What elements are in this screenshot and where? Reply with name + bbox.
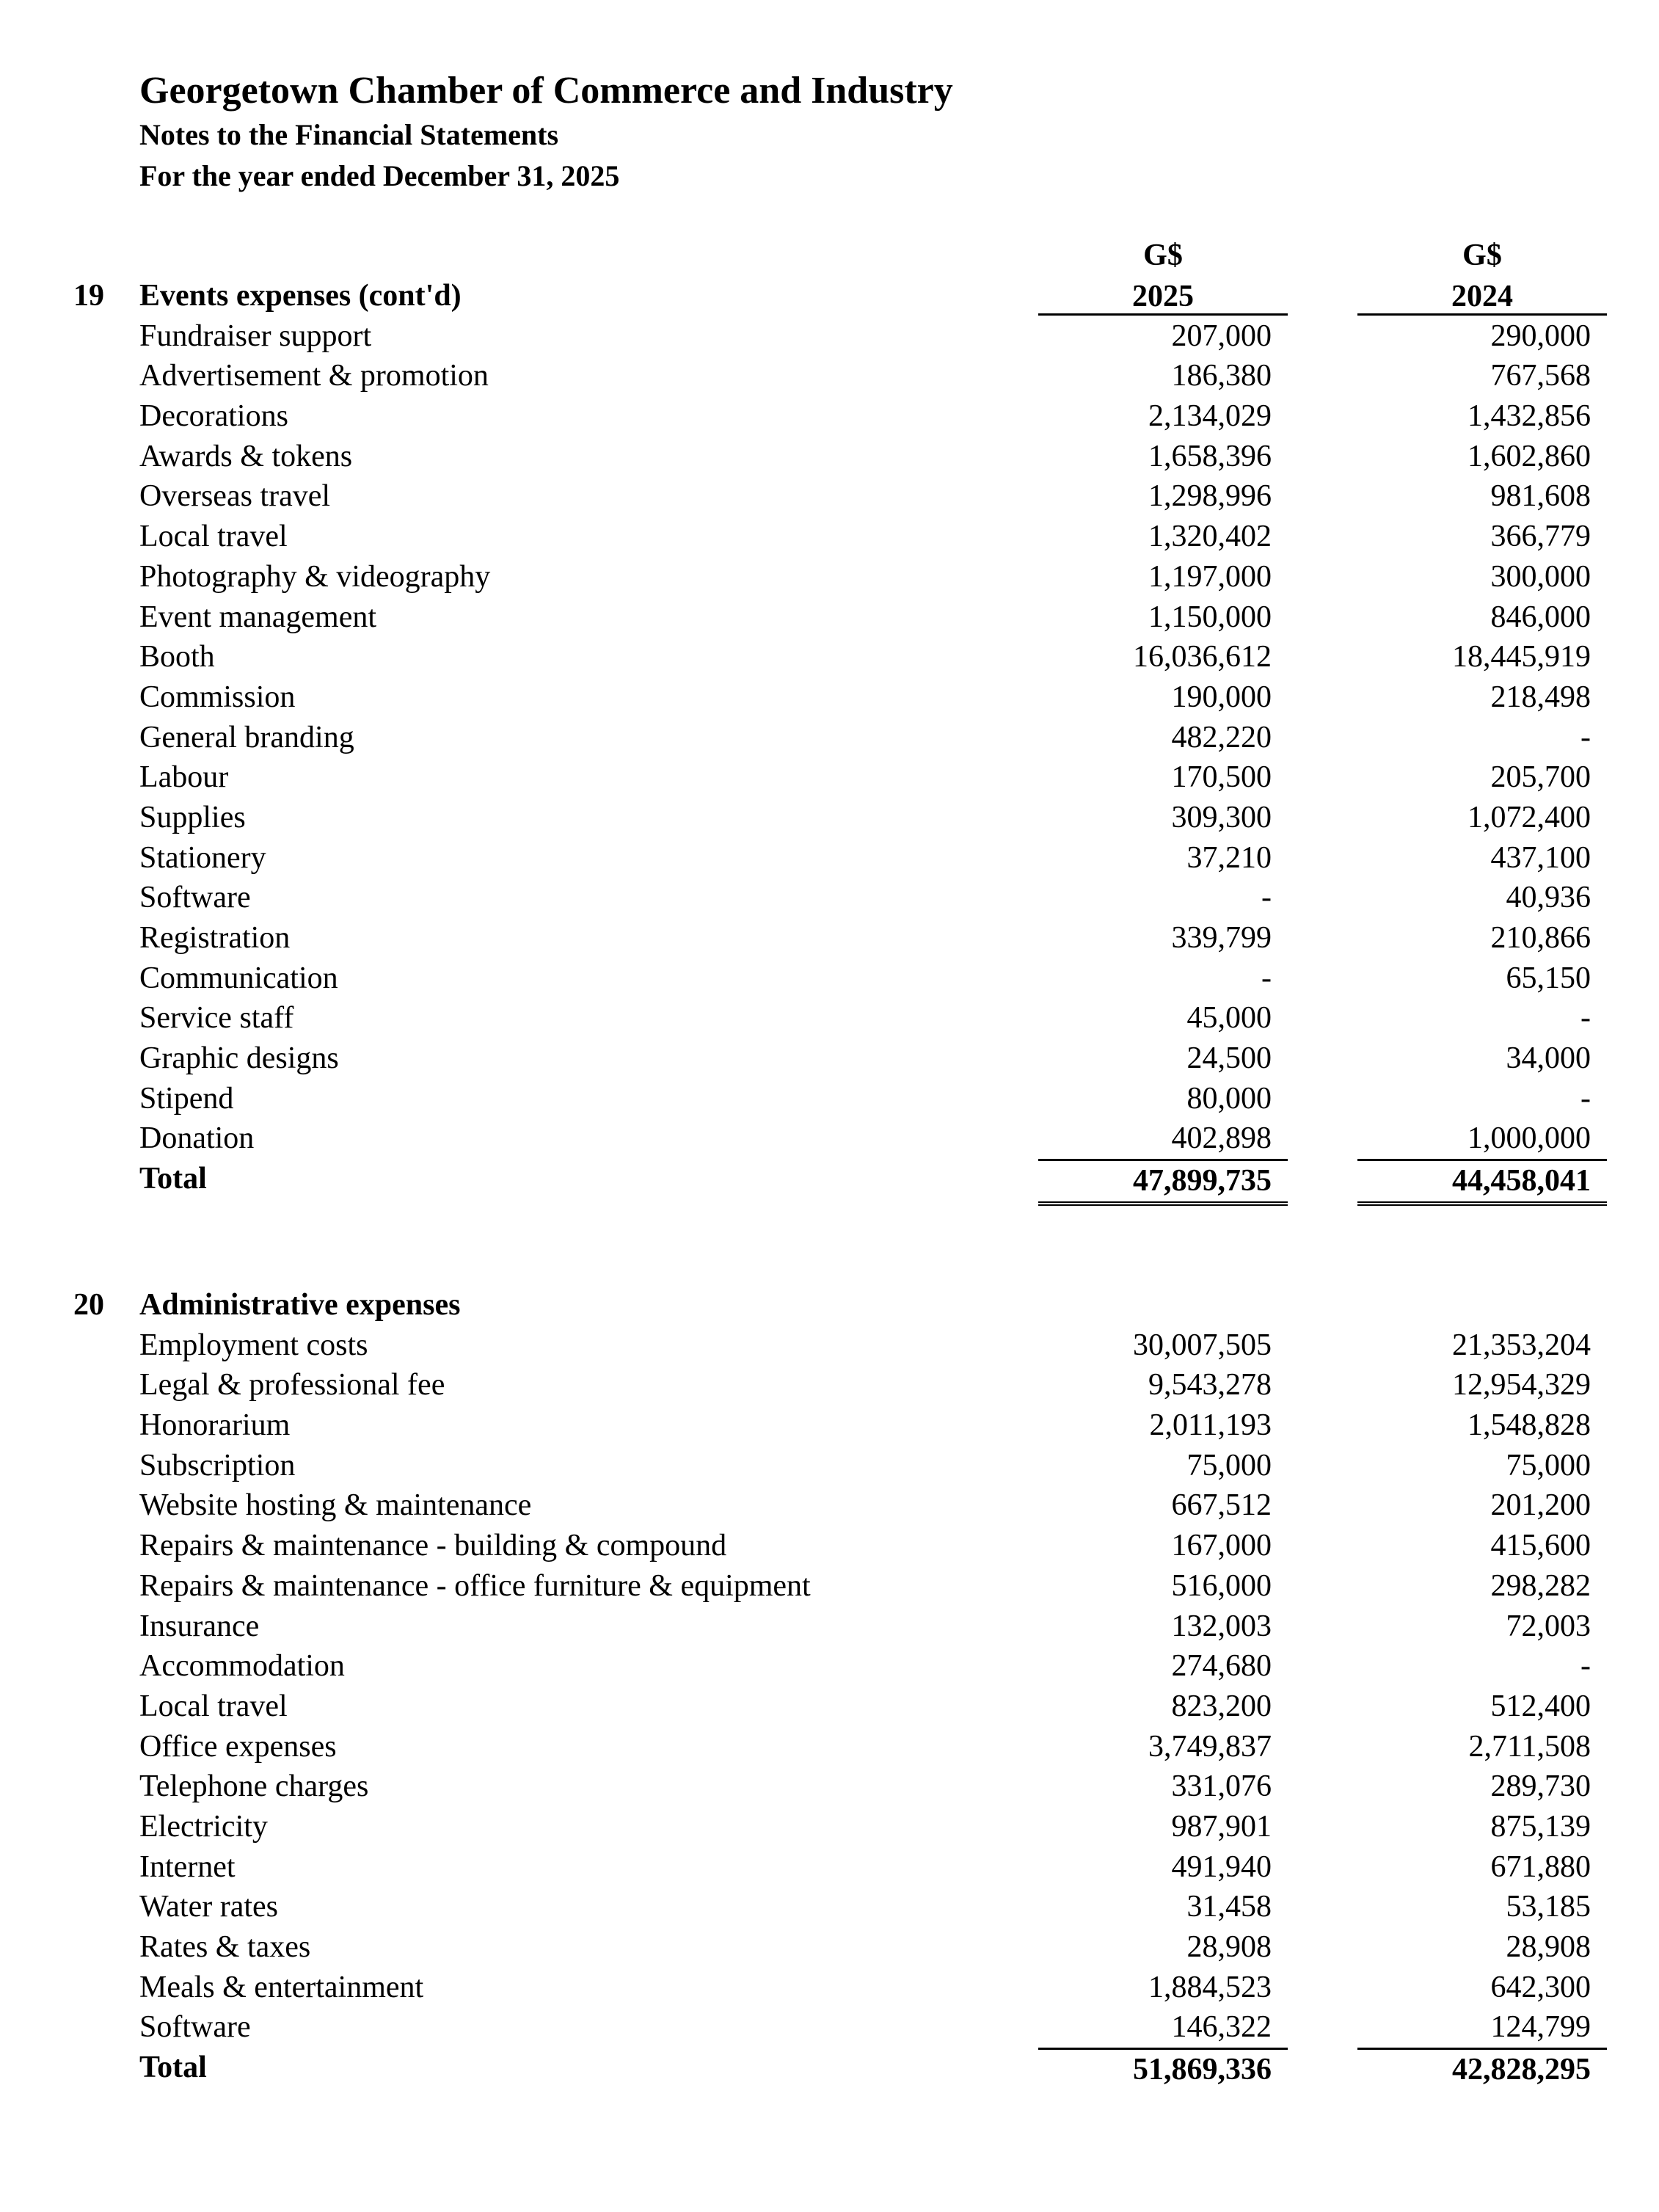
expense-value-2024: - <box>1580 720 1591 754</box>
document-header <box>139 68 953 197</box>
expense-value-2025: 823,200 <box>1171 1689 1272 1723</box>
expense-label: Event management <box>139 600 377 634</box>
expense-row <box>0 1566 1659 1607</box>
expense-value-2024: 1,432,856 <box>1467 399 1591 434</box>
expense-value-2025: 31,458 <box>1186 1890 1272 1924</box>
expense-value-2024: 512,400 <box>1490 1689 1591 1723</box>
expense-value-2024: 289,730 <box>1490 1769 1591 1804</box>
expense-value-2025: 80,000 <box>1186 1081 1272 1116</box>
total-label: Total <box>139 1162 207 1196</box>
expense-row <box>0 1727 1659 1767</box>
expense-label: Software <box>139 2010 251 2045</box>
expense-label: Graphic designs <box>139 1041 339 1076</box>
expense-value-2024: 846,000 <box>1490 600 1591 634</box>
expense-value-2024: 2,711,508 <box>1468 1729 1591 1764</box>
expense-row <box>0 2007 1659 2048</box>
note-20-section <box>0 1285 1659 2088</box>
expense-label: Repairs & maintenance - building & compound <box>139 1529 727 1563</box>
expense-row <box>0 1038 1659 1079</box>
expense-value-2025: 146,322 <box>1171 2010 1272 2045</box>
expense-value-2024: 671,880 <box>1490 1849 1591 1884</box>
expense-label: Photography & videography <box>139 559 491 594</box>
expense-value-2025: 16,036,612 <box>1133 640 1272 674</box>
expense-row <box>0 1607 1659 1647</box>
expense-label: Electricity <box>139 1809 268 1844</box>
expense-value-2025: 1,150,000 <box>1148 600 1272 634</box>
expense-label: Stationery <box>139 840 266 875</box>
expense-value-2025: 516,000 <box>1171 1568 1272 1603</box>
expense-label: Labour <box>139 760 229 795</box>
expense-value-2024: - <box>1580 1081 1591 1116</box>
expense-row <box>0 316 1659 357</box>
expense-value-2025: 482,220 <box>1171 720 1272 754</box>
expense-value-2025: 402,898 <box>1171 1121 1272 1156</box>
expense-value-2024: 1,602,860 <box>1467 439 1591 473</box>
expense-value-2025: 24,500 <box>1186 1041 1272 1076</box>
expense-value-2025: 9,543,278 <box>1148 1368 1272 1402</box>
expense-value-2024: 767,568 <box>1490 359 1591 393</box>
note-19-section <box>0 276 1659 1199</box>
expense-label: General branding <box>139 720 354 754</box>
expense-label: Repairs & maintenance - office furniture & equipment <box>139 1568 811 1603</box>
expense-label: Internet <box>139 1849 236 1884</box>
expense-value-2025: 207,000 <box>1171 319 1272 353</box>
expense-value-2024: 12,954,329 <box>1452 1368 1591 1402</box>
expense-value-2025: - <box>1261 881 1272 915</box>
expense-label: Communication <box>139 961 338 995</box>
total-value-2025: 51,869,336 <box>1038 2048 1288 2090</box>
expense-row <box>0 1118 1659 1159</box>
expense-value-2025: 309,300 <box>1171 800 1272 834</box>
expense-row <box>0 1887 1659 1927</box>
expense-value-2025: 132,003 <box>1171 1609 1272 1643</box>
expense-value-2025: 45,000 <box>1186 1001 1272 1036</box>
currency-header-2024: G$ <box>1462 239 1502 272</box>
expense-value-2024: 300,000 <box>1490 559 1591 594</box>
expense-row <box>0 437 1659 477</box>
expense-row <box>0 918 1659 958</box>
expense-value-2025: 37,210 <box>1186 840 1272 875</box>
expense-value-2024: 53,185 <box>1506 1890 1591 1924</box>
expense-row <box>0 878 1659 918</box>
expense-value-2025: 1,298,996 <box>1148 479 1272 514</box>
expense-row <box>0 1927 1659 1968</box>
expense-label: Advertisement & promotion <box>139 359 489 393</box>
expense-value-2025: 3,749,837 <box>1148 1729 1272 1764</box>
expense-label: Fundraiser support <box>139 319 372 353</box>
expense-row <box>0 958 1659 999</box>
total-label: Total <box>139 2051 207 2085</box>
expense-label: Registration <box>139 921 291 955</box>
expense-label: Telephone charges <box>139 1769 369 1804</box>
expense-label: Office expenses <box>139 1729 337 1764</box>
expense-row <box>0 718 1659 758</box>
expense-row <box>0 637 1659 677</box>
expense-label: Awards & tokens <box>139 439 353 473</box>
expense-label: Accommodation <box>139 1649 345 1684</box>
expense-row <box>0 1485 1659 1526</box>
note-number: 20 <box>73 1288 104 1322</box>
expense-row <box>0 757 1659 798</box>
expense-value-2025: - <box>1261 961 1272 995</box>
note-title: Administrative expenses <box>139 1288 461 1322</box>
expense-row <box>0 1807 1659 1847</box>
expense-label: Supplies <box>139 800 246 834</box>
expense-value-2024: 65,150 <box>1506 961 1591 995</box>
expense-label: Local travel <box>139 1689 288 1723</box>
note-20-total-row <box>0 2048 1659 2088</box>
expense-label: Legal & professional fee <box>139 1368 445 1402</box>
expense-value-2024: 210,866 <box>1490 921 1591 955</box>
expense-value-2025: 2,134,029 <box>1148 399 1272 434</box>
expense-row <box>0 1847 1659 1888</box>
expense-value-2025: 186,380 <box>1171 359 1272 393</box>
expense-value-2024: 437,100 <box>1490 840 1591 875</box>
note-title: Events expenses (cont'd) <box>139 279 462 313</box>
expense-row <box>0 597 1659 638</box>
expense-row <box>0 798 1659 838</box>
expense-value-2024: 75,000 <box>1506 1448 1591 1482</box>
expense-value-2024: 1,548,828 <box>1467 1408 1591 1443</box>
note-number: 19 <box>73 279 104 313</box>
expense-label: Software <box>139 881 251 915</box>
expense-value-2024: 875,139 <box>1490 1809 1591 1844</box>
note-19-heading <box>0 276 1659 316</box>
expense-value-2025: 28,908 <box>1186 1930 1272 1964</box>
period-subtitle: For the year ended December 31, 2025 <box>139 159 620 192</box>
expense-value-2024: 21,353,204 <box>1452 1328 1591 1362</box>
expense-label: Meals & entertainment <box>139 1970 424 2004</box>
total-value-2024: 44,458,041 <box>1357 1159 1607 1206</box>
expense-row <box>0 1405 1659 1446</box>
expense-label: Insurance <box>139 1609 260 1643</box>
expense-label: Stipend <box>139 1081 234 1116</box>
expense-row <box>0 356 1659 396</box>
expense-value-2024: 415,600 <box>1490 1529 1591 1563</box>
expense-value-2025: 331,076 <box>1171 1769 1272 1804</box>
total-value-2025: 47,899,735 <box>1038 1159 1288 1206</box>
expense-row <box>0 1365 1659 1405</box>
expense-label: Honorarium <box>139 1408 291 1443</box>
expense-row <box>0 1687 1659 1727</box>
expense-row <box>0 998 1659 1038</box>
expense-value-2024: 642,300 <box>1490 1970 1591 2004</box>
year-header-2025: 2025 <box>1132 280 1194 313</box>
expense-row <box>0 838 1659 878</box>
expense-label: Rates & taxes <box>139 1930 311 1964</box>
expense-value-2024: 205,700 <box>1490 760 1591 795</box>
expense-label: Booth <box>139 640 215 674</box>
expense-value-2024: 981,608 <box>1490 479 1591 514</box>
expense-value-2025: 30,007,505 <box>1133 1328 1272 1362</box>
expense-label: Service staff <box>139 1001 294 1036</box>
expense-value-2024: - <box>1580 1649 1591 1684</box>
organization-title: Georgetown Chamber of Commerce and Industry <box>139 70 953 112</box>
expense-value-2025: 167,000 <box>1171 1529 1272 1563</box>
expense-value-2024: 124,799 <box>1490 2010 1591 2045</box>
expense-row <box>0 677 1659 718</box>
expense-value-2024: 290,000 <box>1490 319 1591 353</box>
expense-value-2024: - <box>1580 1001 1591 1036</box>
expense-value-2024: 28,908 <box>1506 1930 1591 1964</box>
expense-value-2025: 1,884,523 <box>1148 1970 1272 2004</box>
expense-label: Subscription <box>139 1448 296 1482</box>
expense-value-2024: 18,445,919 <box>1452 640 1591 674</box>
expense-value-2025: 339,799 <box>1171 921 1272 955</box>
expense-row <box>0 517 1659 557</box>
expense-row <box>0 476 1659 517</box>
year-header-2024: 2024 <box>1451 280 1513 313</box>
note-20-heading <box>0 1285 1659 1325</box>
expense-row <box>0 1526 1659 1566</box>
expense-row <box>0 1968 1659 2008</box>
expense-value-2025: 1,197,000 <box>1148 559 1272 594</box>
expense-value-2025: 190,000 <box>1171 680 1272 714</box>
expense-value-2025: 667,512 <box>1171 1488 1272 1523</box>
expense-value-2024: 1,072,400 <box>1467 800 1591 834</box>
note-19-total-row <box>0 1159 1659 1199</box>
expense-label: Local travel <box>139 520 288 554</box>
expense-value-2024: 1,000,000 <box>1467 1121 1591 1156</box>
expense-value-2025: 274,680 <box>1171 1649 1272 1684</box>
expense-value-2025: 987,901 <box>1171 1809 1272 1844</box>
expense-value-2024: 40,936 <box>1506 881 1591 915</box>
expense-label: Website hosting & maintenance <box>139 1488 532 1523</box>
currency-header-2025: G$ <box>1143 239 1183 272</box>
expense-value-2024: 201,200 <box>1490 1488 1591 1523</box>
expense-value-2024: 218,498 <box>1490 680 1591 714</box>
expense-value-2025: 1,658,396 <box>1148 439 1272 473</box>
expense-row <box>0 1767 1659 1807</box>
expense-value-2024: 298,282 <box>1490 1568 1591 1603</box>
expense-row <box>0 1325 1659 1366</box>
expense-label: Commission <box>139 680 296 714</box>
expense-value-2024: 366,779 <box>1490 520 1591 554</box>
statement-subtitle: Notes to the Financial Statements <box>139 118 559 151</box>
expense-label: Donation <box>139 1121 255 1156</box>
expense-row <box>0 1646 1659 1687</box>
expense-value-2024: 34,000 <box>1506 1041 1591 1076</box>
expense-row <box>0 557 1659 597</box>
expense-value-2025: 75,000 <box>1186 1448 1272 1482</box>
expense-value-2025: 1,320,402 <box>1148 520 1272 554</box>
expense-row <box>0 396 1659 437</box>
expense-label: Overseas travel <box>139 479 331 514</box>
expense-label: Decorations <box>139 399 288 434</box>
total-value-2024: 42,828,295 <box>1357 2048 1607 2090</box>
expense-value-2024: 72,003 <box>1506 1609 1591 1643</box>
expense-row <box>0 1446 1659 1486</box>
expense-label: Water rates <box>139 1890 278 1924</box>
expense-label: Employment costs <box>139 1328 368 1362</box>
expense-value-2025: 491,940 <box>1171 1849 1272 1884</box>
expense-row <box>0 1079 1659 1119</box>
expense-value-2025: 170,500 <box>1171 760 1272 795</box>
expense-value-2025: 2,011,193 <box>1149 1408 1272 1443</box>
